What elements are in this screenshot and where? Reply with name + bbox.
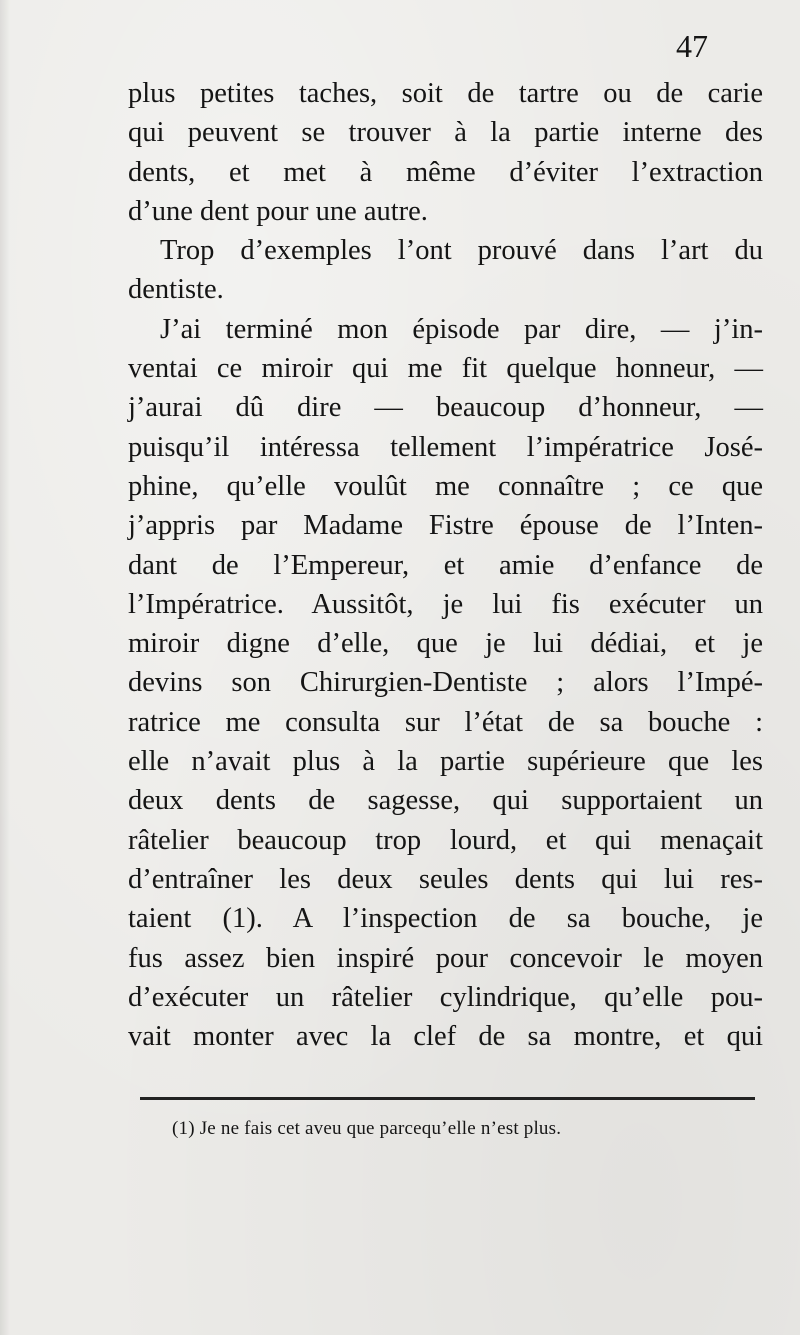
text-line: taient (1). A l’inspection de sa bouche, je <box>128 903 763 935</box>
text-line: dant de l’Empereur, et amie d’enfance de <box>128 549 763 581</box>
text-line: miroir digne d’elle, que je lui dédiai, et je <box>128 628 763 660</box>
text-line: l’Impératrice. Aussitôt, je lui fis exécuter un <box>128 588 763 620</box>
text-line: d’entraîner les deux seules dents qui lui res- <box>128 863 763 895</box>
text-line: Trop d’exemples l’ont prouvé dans l’art du <box>160 235 763 267</box>
text-line: d’une dent pour une autre. <box>128 195 428 227</box>
text-line: dentiste. <box>128 274 224 306</box>
text-line: plus petites taches, soit de tartre ou de carie <box>128 78 763 109</box>
text-line: ventai ce miroir qui me fit quelque honneur, — <box>128 353 763 385</box>
text-line: deux dents de sagesse, qui supportaient un <box>128 785 763 817</box>
page-number: 47 <box>676 28 708 64</box>
text-line: j’aurai dû dire — beaucoup d’honneur, — <box>128 392 763 424</box>
text-line: râtelier beaucoup trop lourd, et qui menaçait <box>128 824 763 856</box>
footnote-rule <box>140 1097 755 1100</box>
text-line: ratrice me consulta sur l’état de sa bouche : <box>128 706 763 738</box>
text-line: fus assez bien inspiré pour concevoir le moyen <box>128 942 763 974</box>
text-line: J’ai terminé mon épisode par dire, — j’in- <box>160 313 763 345</box>
body-text <box>128 74 763 1056</box>
text-line: phine, qu’elle voulût me connaître ; ce que <box>128 470 763 502</box>
text-line: qui peuvent se trouver à la partie interne des <box>128 117 763 149</box>
text-line: j’appris par Madame Fistre épouse de l’Inten- <box>128 510 763 542</box>
footnote: (1) Je ne fais cet aveu que parcequ’elle n’est plus. <box>172 1118 562 1139</box>
text-line: d’exécuter un râtelier cylindrique, qu’elle pou- <box>128 981 763 1013</box>
text-line: puisqu’il intéressa tellement l’impératrice José- <box>128 431 763 463</box>
text-line: devins son Chirurgien-Dentiste ; alors l’Impé- <box>128 667 763 699</box>
text-line: dents, et met à même d’éviter l’extraction <box>128 156 763 188</box>
page-edge-shadow <box>0 0 10 1335</box>
text-line: vait monter avec la clef de sa montre, et qui <box>128 1021 763 1053</box>
text-line: elle n’avait plus à la partie supérieure que les <box>128 746 763 778</box>
